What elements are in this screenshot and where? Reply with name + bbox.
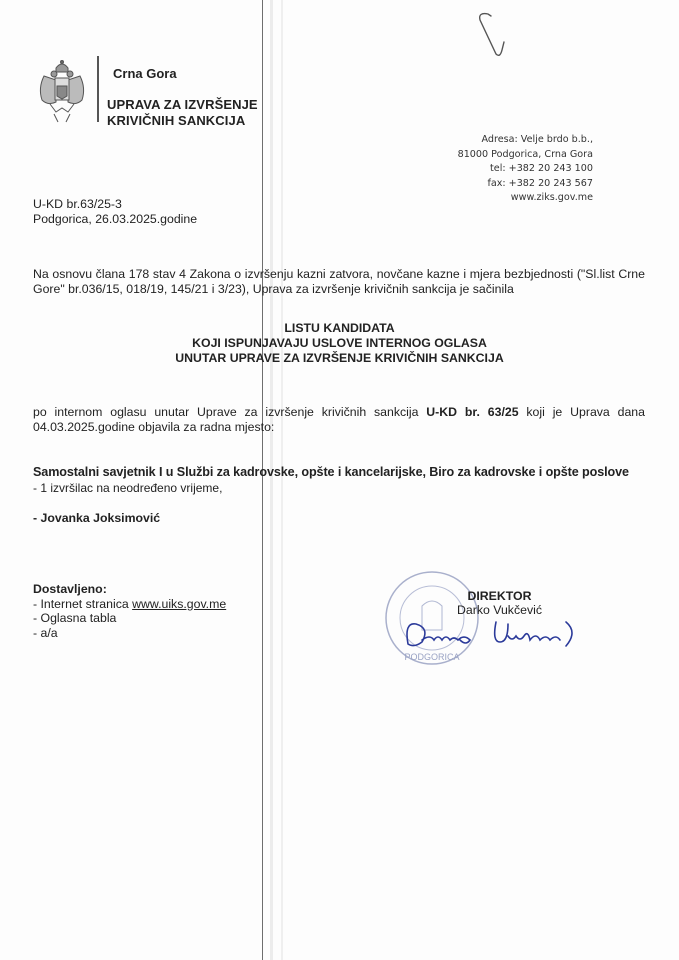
signatory-title: DIREKTOR <box>467 589 532 603</box>
header-divider <box>97 56 99 122</box>
agency-name-line1: UPRAVA ZA IZVRŠENJE <box>107 97 258 112</box>
distribution-heading: Dostavljeno: <box>33 582 107 596</box>
distribution-block <box>33 582 226 640</box>
website-link[interactable]: www.uiks.gov.me <box>132 596 227 611</box>
distribution-item: - a/a <box>33 625 58 640</box>
coat-of-arms-icon <box>36 58 88 126</box>
signatory-name: Darko Vukčević <box>457 603 542 617</box>
document-title <box>0 321 679 366</box>
title-line-1: LISTU KANDIDATA <box>284 321 395 335</box>
position-detail: - 1 izvršilac na neodređeno vrijeme, <box>33 481 223 495</box>
ad-text-after: koji je Uprava dana 04.03.2025.godine objavila za radna mjesto: <box>33 405 645 434</box>
reference-number: U-KD br.63/25-3 <box>33 197 122 211</box>
tel-line: tel: +382 20 243 100 <box>490 163 593 174</box>
ad-number: U-KD br. 63/25 <box>426 405 519 419</box>
contact-block <box>458 133 593 206</box>
fax-line: fax: +382 20 243 567 <box>487 177 593 189</box>
city-line: 81000 Podgorica, Crna Gora <box>457 148 593 160</box>
position-title: Samostalni savjetnik I u Službi za kadrovske, opšte i kancelarijske, Biro za kadrovske i opšte poslove <box>33 465 629 479</box>
website-line: www.ziks.gov.me <box>510 192 593 203</box>
paperclip-icon <box>474 10 510 60</box>
distribution-item-prefix: - Internet stranica <box>33 596 133 611</box>
fold-shadow <box>281 0 283 960</box>
title-line-2: KOJI ISPUNJAVAJU USLOVE INTERNOG OGLASA <box>192 336 487 350</box>
place-date: Podgorica, 26.03.2025.godine <box>33 212 198 226</box>
agency-name <box>107 97 258 129</box>
ad-text-before: po internom oglasu unutar Uprave za izvršenje krivičnih sankcija <box>33 405 427 419</box>
ad-paragraph <box>33 405 645 435</box>
agency-name-line2: KRIVIČNIH SANKCIJA <box>107 113 246 128</box>
handwritten-signature-icon <box>400 612 580 652</box>
distribution-item: - Oglasna tabla <box>33 611 117 625</box>
fold-shadow <box>270 0 273 960</box>
stamp-city: PODGORICA <box>404 652 460 662</box>
country-name: Crna Gora <box>113 66 177 81</box>
candidate-name: - Jovanka Joksimović <box>33 511 161 525</box>
fold-line <box>262 0 263 960</box>
title-line-3: UNUTAR UPRAVE ZA IZVRŠENJE KRIVIČNIH SANKCIJA <box>175 351 504 365</box>
distribution-item <box>33 597 226 612</box>
reference-block <box>33 197 197 227</box>
address-line: Adresa: Velje brdo b.b., <box>481 134 593 145</box>
intro-paragraph: Na osnovu člana 178 stav 4 Zakona o izvršenju kazni zatvora, novčane kazne i mjera bezbjednosti ("Sl.list Crne Gore" br.036/15, 018/19, 145/21 i 3/23), Uprava za izvršenje krivičnih sankcija je sačinila <box>33 267 645 296</box>
